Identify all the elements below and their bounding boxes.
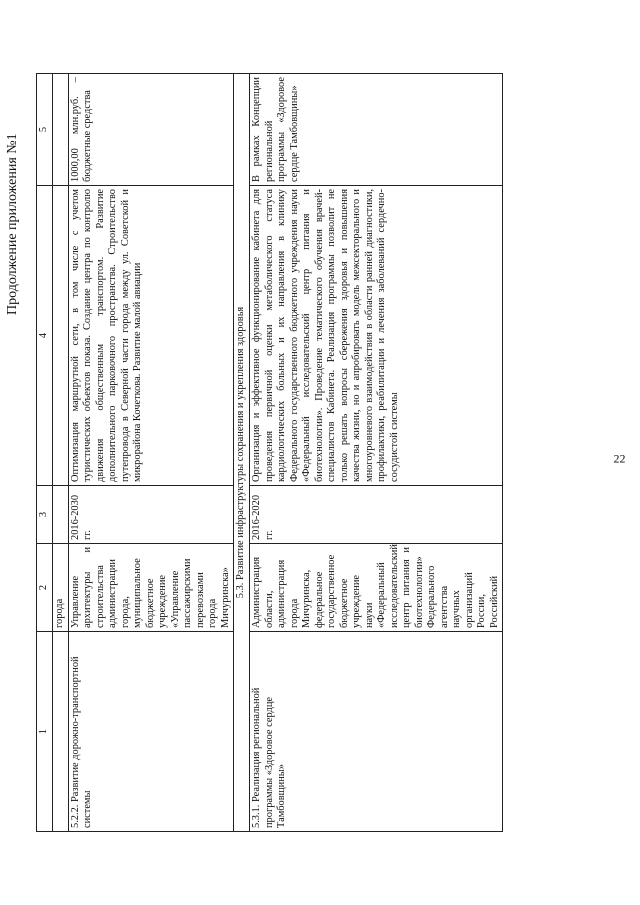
section-row	[234, 74, 250, 832]
section-heading: 5.3. Развитие инфраструктуры сохранения и укрепления здоровья	[234, 74, 250, 832]
period: 2016-2020 гг.	[250, 486, 503, 544]
column-number: 4	[37, 186, 53, 486]
column-number: 1	[37, 632, 53, 832]
page-title: Продолжение приложения №1	[5, 133, 20, 315]
continuation-row	[53, 74, 69, 832]
table-row	[68, 74, 234, 832]
funding: 1000,00 млн.руб. – бюджетные средства	[68, 74, 234, 186]
page-number: 22	[613, 451, 626, 466]
table-row	[250, 74, 503, 832]
executors: Администрация области, администрация города Мичуринска, федеральное государственное бюджетное учреждение науки «Федеральный исследовательский центр питания и биотехнологии» Федерального агентства научных организаций России, Российский	[250, 544, 503, 632]
continued-executor: города	[53, 544, 69, 632]
column-number: 2	[37, 544, 53, 632]
description: Организация и эффективное функционирование кабинета для проведения первичной оценки метаболического статуса кардиологических больных и их направления в клинику Федерального государственного бюджетного учреждения науки «Федеральный исследовательский центр питания и биотехнологии». Проведение тематического обучения врачей-специалистов Кабинета. Реализация программы позволит не только решать вопросы сбережения здоровья и повышения качества жизни, но и апробировать модель межсекторального и многоуровневого взаимодействия в области ранней диагностики, профилактики, реабилитации и лечения заболеваний сердечно-сосудистой системы	[250, 186, 503, 486]
period: 2016-2030 гг.	[68, 486, 234, 544]
column-number: 5	[37, 74, 53, 186]
activity-name: 5.3.1. Реализация региональной программы «Здоровое сердце Тамбовщины»	[250, 632, 503, 832]
activity-name: 5.2.2. Развитие дорожно-транспортной системы	[68, 632, 234, 832]
funding: В рамках Концепции региональной программы «Здоровое сердце Тамбовщины»	[250, 74, 503, 186]
column-number-row	[37, 74, 53, 832]
executors: Управление архитектуры и строительства администрации города, муниципальное бюджетное учреждение «Управление пассажирскими перевозками города Мичуринска»	[68, 544, 234, 632]
description: Оптимизация маршрутной сети, в том числе с учетом туристических объектов показа. Создание центра по контролю движения общественным транспортом. Развитие дополнительного парковочного пространства. Строительство путепровода в Северной части города между ул. Советской и микрорайона Кочеткова. Развитие малой авиации	[68, 186, 234, 486]
plan-table	[36, 73, 503, 832]
column-number: 3	[37, 486, 53, 544]
